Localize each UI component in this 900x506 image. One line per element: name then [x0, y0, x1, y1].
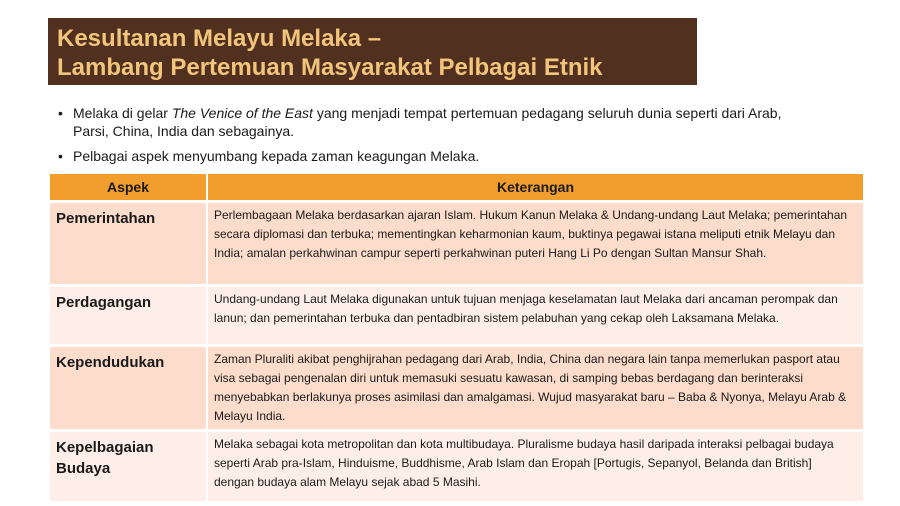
bullet-dot-icon: • [58, 105, 63, 121]
cell-aspek: Perdagangan [50, 286, 207, 346]
slide-title-line-1: Kesultanan Melayu Melaka – [57, 25, 382, 52]
bullet-dot-icon: • [58, 148, 63, 164]
slide-title [48, 18, 697, 85]
table-header-row [50, 174, 863, 202]
table-row [50, 286, 863, 346]
bullet-text-italic: The Venice of the East [171, 105, 313, 121]
bullet-text-before: Melaka di gelar [73, 105, 172, 121]
bullet-list [56, 104, 816, 165]
header-keterangan: Keterangan [207, 174, 863, 202]
bullet-item [56, 147, 816, 165]
cell-aspek: Pemerintahan [50, 202, 207, 286]
bullet-text-after: yang menjadi tempat pertemuan pedagang seluruh dunia seperti dari Arab, Parsi, China, India dan sebagainya. [73, 105, 782, 139]
cell-keterangan: Melaka sebagai kota metropolitan dan kota multibudaya. Pluralisme budaya hasil daripada interaksi pelbagai budaya seperti Arab pra-Islam, Hinduisme, Buddhisme, Arab Islam dan Eropah [Portugis, Sepanyol, Belanda dan British] dengan budaya alam Melayu sejak abad 5 Masihi. [207, 431, 863, 501]
table-row [50, 202, 863, 286]
bullet-text: Pelbagai aspek menyumbang kepada zaman keagungan Melaka. [73, 148, 480, 164]
cell-keterangan: Perlembagaan Melaka berdasarkan ajaran Islam. Hukum Kanun Melaka & Undang-undang Laut Melaka; pemerintahan secara diplomasi dan terbuka; mementingkan keharmonian kaum, buktinya pegawai istana meliputi etnik Melayu dan India; amalan perkahwinan campur seperti perkahwinan puteri Hang Li Po dengan Sultan Mansur Shah. [207, 202, 863, 286]
cell-aspek: Kependudukan [50, 346, 207, 431]
bullet-item [56, 104, 816, 140]
cell-keterangan: Zaman Pluraliti akibat penghijrahan pedagang dari Arab, India, China dan negara lain tanpa memerlukan pasport atau visa sebagai pengenalan diri untuk memasuki sesuatu kawasan, di samping bebas berdagang dan berinteraksi menyebabkan berlakunya proses asimilasi dan amalgamasi. Wujud masyarakat baru – Baba & Nyonya, Melayu Arab & Melayu India. [207, 346, 863, 431]
cell-keterangan: Undang-undang Laut Melaka digunakan untuk tujuan menjaga keselamatan laut Melaka dari ancaman perompak dan lanun; dan pemerintahan terbuka dan pentadbiran sistem pelabuhan yang cekap oleh Laksamana Melaka. [207, 286, 863, 346]
header-aspek: Aspek [50, 174, 207, 202]
aspek-table [50, 174, 863, 501]
table-row [50, 346, 863, 431]
table-row [50, 431, 863, 501]
cell-aspek: Kepelbagaian Budaya [50, 431, 207, 501]
slide-title-line-2: Lambang Pertemuan Masyarakat Pelbagai Etnik [57, 54, 603, 81]
